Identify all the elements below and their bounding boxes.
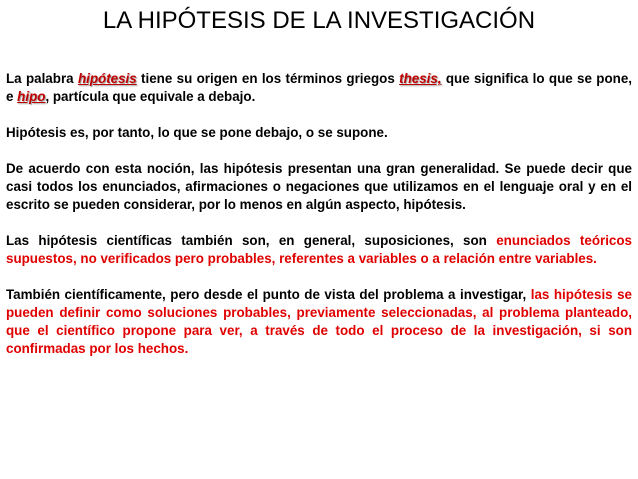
paragraph-scientific (6, 232, 632, 268)
etymology-text-4: , partícula que equivale a debajo. (45, 89, 256, 104)
term-thesis: thesis, (399, 71, 442, 86)
paragraph-definition: Hipótesis es, por tanto, lo que se pone debajo, o se supone. (6, 125, 388, 140)
scientific-highlight: enunciados teóricos supuestos, no verificados pero probables, referentes a variables o a relación entre variables. (6, 233, 633, 266)
paragraph-problem (6, 286, 632, 358)
paragraph-etymology (6, 70, 632, 106)
etymology-text-3: que significa lo que se pone, e (6, 71, 632, 104)
term-hipotesis: hipótesis (77, 71, 137, 86)
term-hipo: hipo (17, 89, 46, 104)
scientific-text: Las hipótesis científicas también son, en general, suposiciones, son (6, 233, 497, 248)
etymology-text-2: tiene su origen en los términos griegos (136, 71, 400, 86)
paragraph-generality: De acuerdo con esta noción, las hipótesis presentan una gran generalidad. Se puede decir que casi todos los enunciados, afirmaciones o negaciones que utilizamos en el lenguaje oral y en el escrito se pueden considerar, por lo menos en algún aspecto, hipótesis. (6, 161, 632, 212)
problem-text: También científicamente, pero desde el punto de vista del problema a investigar, (6, 287, 531, 302)
slide-body (6, 70, 632, 376)
etymology-text-1: La palabra (6, 71, 78, 86)
problem-highlight: las hipótesis se pueden definir como soluciones probables, previamente seleccionadas, al problema planteado, que el científico propone para ver, a través de todo el proceso de la investigación, si son confirmadas por los hechos. (6, 287, 632, 356)
slide-title: LA HIPÓTESIS DE LA INVESTIGACIÓN (102, 7, 536, 34)
